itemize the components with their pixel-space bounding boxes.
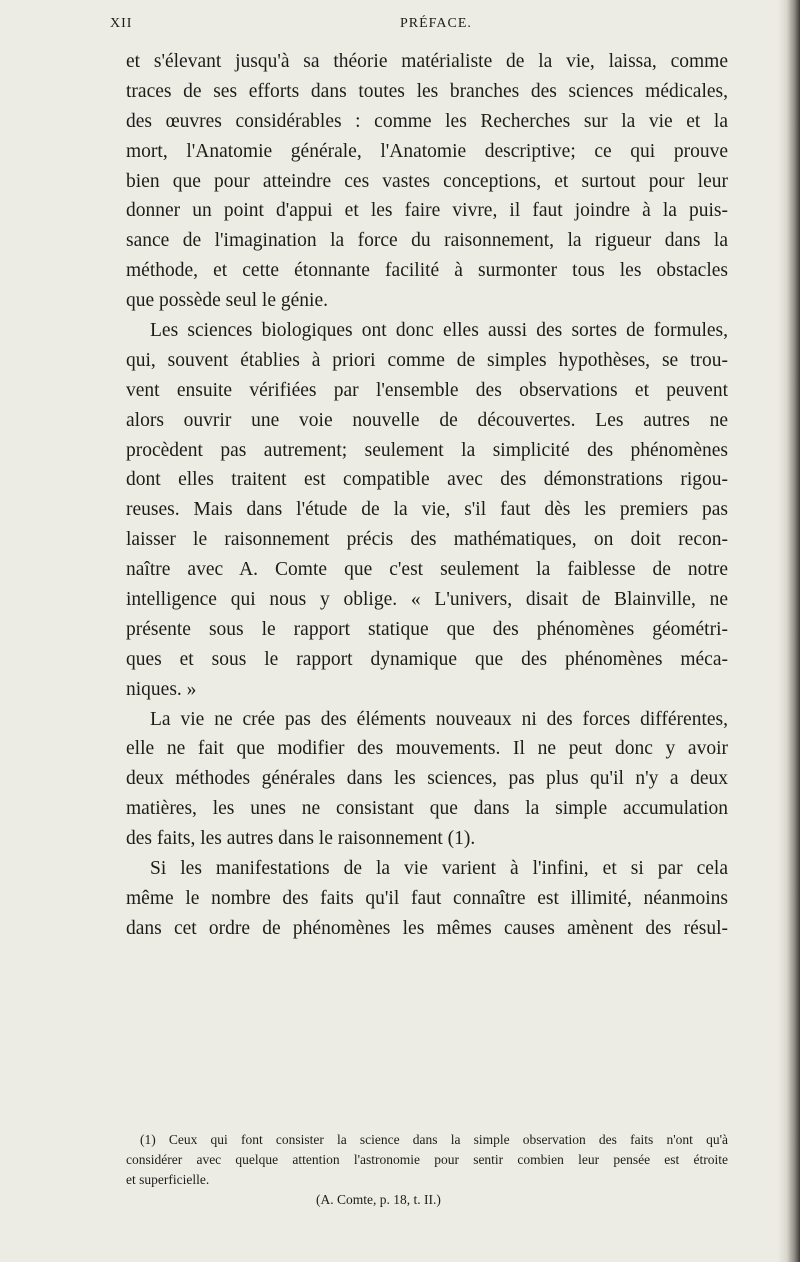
text-line: présente sous le rapport statique que des phénomènes géométri- <box>126 618 728 640</box>
text-line: alors ouvrir une voie nouvelle de découvertes. Les autres ne <box>126 409 728 431</box>
page-header <box>110 16 730 38</box>
page-number: XII <box>110 16 133 31</box>
text-line: méthode, et cette étonnante facilité à surmonter tous les obstacles <box>126 260 728 282</box>
text-line: niques. » <box>126 678 197 700</box>
text-line: La vie ne crée pas des éléments nouveaux ni des forces différentes, <box>150 708 728 730</box>
footnotes <box>126 1130 728 1210</box>
text-line: Si les manifestations de la vie varient à l'infini, et si par cela <box>150 858 728 880</box>
text-line: dont elles traitent est compatible avec des démonstrations rigou- <box>126 469 728 491</box>
text-line: que possède seul le génie. <box>126 290 328 312</box>
text-line: des faits, les autres dans le raisonnement (1). <box>126 828 476 850</box>
text-line: traces de ses efforts dans toutes les branches des sciences médicales, <box>126 80 728 102</box>
text-line: qui, souvent établies à priori comme de simples hypothèses, se trou- <box>126 349 728 371</box>
running-head: PRÉFACE. <box>400 16 472 31</box>
text-line: sance de l'imagination la force du raisonnement, la rigueur dans la <box>126 230 728 252</box>
text-line: reuses. Mais dans l'étude de la vie, s'il faut dès les premiers pas <box>126 499 728 521</box>
text-line: même le nombre des faits qu'il faut connaître est illimité, néanmoins <box>126 887 728 909</box>
page-edge-shadow <box>778 0 800 1262</box>
text-line: elle ne fait que modifier des mouvements. Il ne peut donc y avoir <box>126 738 728 760</box>
footnote-line: (1) Ceux qui font consister la science dans la simple observation des faits n'ont qu'à <box>140 1132 728 1147</box>
text-line: laisser le raisonnement précis des mathématiques, on doit recon- <box>126 529 728 551</box>
text-line: mort, l'Anatomie générale, l'Anatomie descriptive; ce qui prouve <box>126 140 728 162</box>
text-line: deux méthodes générales dans les sciences, pas plus qu'il n'y a deux <box>126 768 728 790</box>
text-line: procèdent pas autrement; seulement la simplicité des phénomènes <box>126 439 728 461</box>
text-line: intelligence qui nous y oblige. « L'univers, disait de Blainville, ne <box>126 589 728 611</box>
footnote-source: (A. Comte, p. 18, t. II.) <box>316 1192 441 1207</box>
text-line: et s'élevant jusqu'à sa théorie matérialiste de la vie, laissa, comme <box>126 51 728 72</box>
footnote-line: considérer avec quelque attention l'astronomie pour sentir combien leur pensée est étroite <box>126 1152 728 1167</box>
text-line: vent ensuite vérifiées par l'ensemble des observations et peuvent <box>126 379 728 401</box>
footnote-line: et superficielle. <box>126 1172 210 1187</box>
text-line: dans cet ordre de phénomènes les mêmes causes amènent des résul- <box>126 917 728 939</box>
text-line: naître avec A. Comte que c'est seulement la faiblesse de notre <box>126 559 728 581</box>
text-line: Les sciences biologiques ont donc elles aussi des sortes de formules, <box>150 320 728 342</box>
text-line: des œuvres considérables : comme les Recherches sur la vie et la <box>126 110 728 132</box>
text-line: bien que pour atteindre ces vastes conceptions, et surtout pour leur <box>126 170 728 192</box>
text-line: matières, les unes ne consistant que dans la simple accumulation <box>126 798 728 820</box>
text-line: ques et sous le rapport dynamique que des phénomènes méca- <box>126 648 728 670</box>
body-text <box>126 47 728 944</box>
text-line: donner un point d'appui et les faire vivre, il faut joindre à la puis- <box>126 200 728 222</box>
